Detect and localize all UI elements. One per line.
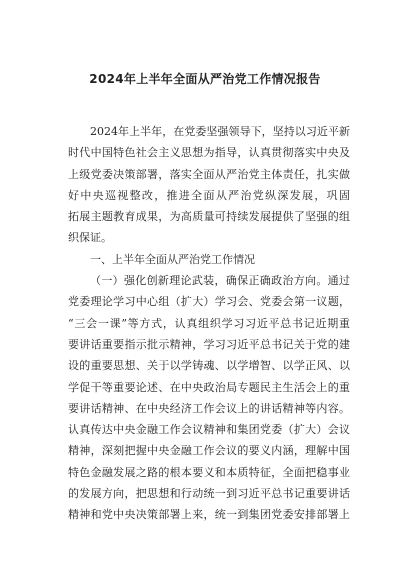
text-line: 设的重要思想、关于以学铸魂、以学增智、以学正风、以 <box>68 359 350 373</box>
text-line: 要讲话重要指示批示精神，学习习近平总书记关于党的建 <box>68 337 350 351</box>
text-line: 精神和党中央决策部署上来，统一到集团党委安排部署上 <box>68 508 350 522</box>
text-line: 要讲话精神、在中央经济工作会议上的讲话精神等内容。 <box>68 401 350 415</box>
text-line: （一）强化创新理论武装，确保正确政治方向。通过 <box>90 274 350 288</box>
text-line: 2024年上半年，在党委坚强领导下，坚持以习近平新 <box>90 125 350 138</box>
text-line: 上级党委决策部署，落实全面从严治党主体责任，扎实做 <box>68 167 350 181</box>
document-title: 2024年上半年全面从严治党工作情况报告 <box>89 72 321 86</box>
text-line: “三会一课”等方式，认真组织学习习近平总书记近期重 <box>68 316 350 330</box>
text-line: 特色金融发展之路的根本要义和本质特征，全面把稳事业 <box>68 465 350 479</box>
text-line: 好中央巡视整改，推进全面从严治党纵深发展，巩固 <box>68 188 350 202</box>
text-line: 党委理论学习中心组（扩大）学习会、党委会第一议题， <box>68 295 350 309</box>
text-line: 认真传达中央金融工作会议精神和集团党委（扩大）会议 <box>68 423 350 437</box>
text-line: 的发展方向，把思想和行动统一到习近平总书记重要讲话 <box>68 487 350 501</box>
text-line: 时代中国特色社会主义思想为指导，认真贯彻落实中央及 <box>68 146 350 160</box>
text-line: 织保证。 <box>68 231 112 245</box>
text-line: 精神，深刻把握中央金融工作会议的要义内涵，理解中国 <box>68 444 350 458</box>
document-body <box>68 121 350 526</box>
section-heading: 一、上半年全面从严治党工作情况 <box>90 252 255 266</box>
text-line: 学促干等重要论述、在中央政治局专题民主生活会上的重 <box>68 380 350 394</box>
text-line: 拓展主题教育成果，为高质量可持续发展提供了坚强的组 <box>68 210 350 224</box>
